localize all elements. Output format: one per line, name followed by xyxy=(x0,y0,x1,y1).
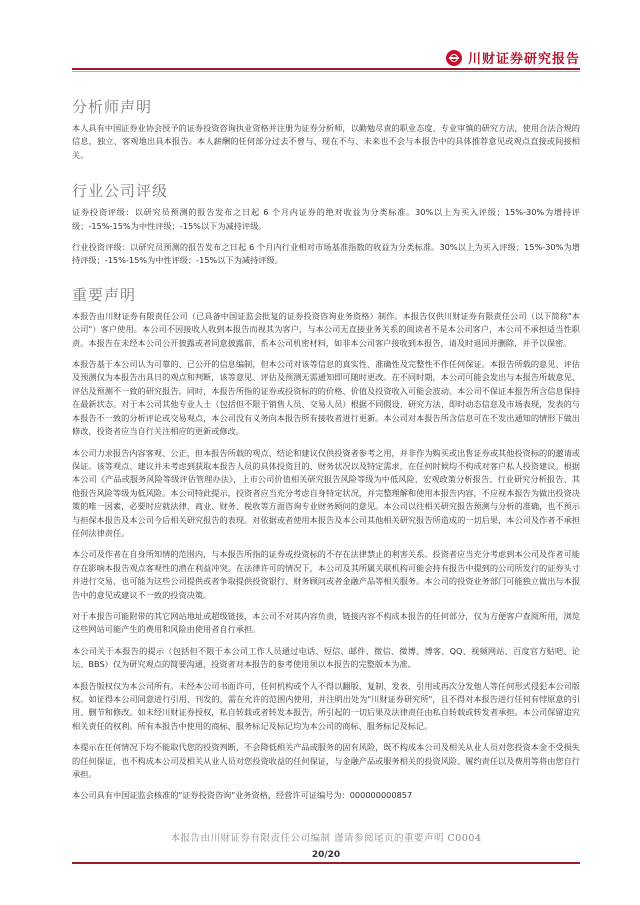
footer-rule xyxy=(72,862,580,864)
paragraph: 本人具有中国证券业协会授予的证券投资咨询执业资格并注册为证券分析师，以勤勉尽责的职业态度、专业审慎的研究方法，使用合法合规的信息，独立、客观地出具本报告。本人薪酬的任何部分过去不曾与、现在不与、未来也不会与本报告中的具体推荐意见或观点直接或间接相关。 xyxy=(72,123,580,160)
page-header xyxy=(72,44,580,70)
header-rule xyxy=(72,68,580,70)
section-title: 分析师声明 xyxy=(72,98,153,116)
important-statement-section xyxy=(72,286,580,803)
paragraph: 本公司力求报告内容客观、公正，但本报告所载的观点、结论和建议仅供投资者参考之用，并非作为购买或出售证券或其他投资标的的邀请或保证。该等观点、建议并未考虑到获取本报告人员的具体投资目的、财务状况以及特定需求，在任何时候均不构成对客户私人投资建议。根据本公司《产品或服务风险等级评估管理办法》，上市公司价值相关研究报告风险等级为中低风险，宏观政策分析报告、行业研究分析报告、其他报告风险等级为低风险。本公司特此提示，投资者应当充分考虑自身特定状况，并完整理解和使用本报告内容，不应视本报告为做出投资决策的唯一因素，必要时应就法律、商业、财务、税收等方面咨询专业财务顾问的意见。本公司以往相关研究报告预测与分析的准确，也不预示与担保本报告及本公司今后相关研究报告的表现。对依据或者使用本报告及本公司其他相关研究报告所造成的一切后果，本公司及作者不承担任何法律责任。 xyxy=(72,447,580,538)
rating-section xyxy=(72,182,580,268)
paragraph: 本公司关于本报告的提示（包括但不限于本公司工作人员通过电话、短信、邮件、微信、微博、博客、QQ、视频网站、百度官方贴吧、论坛、BBS）仅为研究观点的简要沟通，投资者对本报告的参考使用须以本报告的完整版本为准。 xyxy=(72,645,580,670)
paragraph: 本提示在任何情况下均不能取代您的投资判断，不会降低相关产品或服务的固有风险，既不构成本公司及相关从业人员对您投资本金不受损失的任何保证，也不构成本公司及相关从业人员对您投资收益的任何保证，与金融产品或服务相关的投资风险、履约责任以及费用等将由您自行承担。 xyxy=(72,742,580,780)
header-rule-thin xyxy=(72,71,580,72)
paragraph: 本报告版权仅为本公司所有。未经本公司书面许可，任何机构或个人不得以翻版、复制、发表、引用或再次分发他人等任何形式侵犯本公司版权。如征得本公司同意进行引用、刊发的，需在允许的范围内使用，并注明出处为"川财证券研究所"，且不得对本报告进行任何有悖原意的引用、删节和修改。如未经川财证券授权，私自转载或者转发本报告，所引起的一切后果及法律责任由私自转载或转发者承担。本公司保留追究相关责任的权利。所有本报告中使用的商标、服务标记及标记均为本公司的商标、服务标记及标记。 xyxy=(72,680,580,731)
paragraph: 本报告基于本公司认为可靠的、已公开的信息编制，但本公司对该等信息的真实性、准确性及完整性不作任何保证。本报告所载的意见、评估及预测仅为本报告出具日的观点和判断，该等意见、评估及预测无需通知即可随时更改。在不同时期，本公司可能会发出与本报告所载意见、评估及预测不一致的研究报告。同时，本报告所指的证券或投资标的的价格、价值及投资收入可能会波动。本公司不保证本报告所含信息保持在最新状态。对于本公司其他专业人士（包括但不限于销售人员、交易人员）根据不同假设、研究方法、即时动态信息及市场表现，发表的与本报告不一致的分析评论或交易观点，本公司没有义务向本报告所有接收者进行更新。本公司对本报告所含信息可在不发出通知的情形下做出修改，投资者应当自行关注相应的更新或修改。 xyxy=(72,359,580,437)
paragraph: 对于本报告可能附带的其它网站地址或超级链接，本公司不对其内容负责，链接内容不构成本报告的任何部分，仅为方便客户查阅所用，浏览这些网站可能产生的费用和风险由使用者自行承担。 xyxy=(72,610,580,635)
chuancai-logo-icon xyxy=(446,50,462,66)
paragraph: 行业投资评级：以研究员预测的报告发布之日起 6 个月内行业相对市场基准指数的收益为分类标准。30%以上为买入评级；15%-30%为增持评级；-15%-15%为中性评级；-15%以下为减持评级。 xyxy=(72,242,580,266)
page-number: 20/20 xyxy=(311,850,341,860)
section-title: 行业公司评级 xyxy=(72,182,169,201)
page-footer xyxy=(72,830,580,860)
brand-name: 川财证券研究报告 xyxy=(467,52,580,67)
footer-note: 本报告由川财证券有限责任公司编制 谨请参阅尾页的重要声明 C0004 xyxy=(170,833,482,844)
section-title: 重要声明 xyxy=(72,285,137,304)
paragraph: 本公司具有中国证监会核准的"证券投资咨询"业务资格，经营许可证编号为：000000000857 xyxy=(72,790,413,801)
document-body xyxy=(72,98,580,811)
brand xyxy=(446,48,580,67)
paragraph: 本报告由川财证券有限责任公司（已具备中国证监会批复的证券投资咨询业务资格）制作。本报告仅供川财证券有限责任公司（以下简称"本公司"）客户使用。本公司不因接收人收到本报告而视其为客户，与本公司无直接业务关系的阅读者不是本公司客户，本公司不承担适当性职责。本报告在未经本公司公开披露或者同意披露前，系本公司机密材料，如非本公司客户接收到本报告，请及时退回并删除，并予以保密。 xyxy=(72,310,580,348)
paragraph: 证券投资评级：以研究员预测的报告发布之日起 6 个月内证券的绝对收益为分类标准。30%以上为买入评级；15%-30%为增持评级；-15%-15%为中性评级；-15%以下为减持评级。 xyxy=(72,207,580,231)
analyst-statement-section xyxy=(72,98,580,162)
paragraph: 本公司及作者在自身所知情的范围内，与本报告所指的证券或投资标的不存在法律禁止的利害关系。投资者应当充分考虑到本公司及作者可能存在影响本报告观点客观性的潜在利益冲突。在法律许可的情况下，本公司及其所属关联机构可能会持有报告中提到的公司所发行的证券头寸并进行交易，也可能为这些公司提供或者争取提供投资银行、财务顾问或者金融产品等相关服务。本公司的投资业务部门可能独立做出与本报告中的意见或建议不一致的投资决策。 xyxy=(72,549,580,600)
